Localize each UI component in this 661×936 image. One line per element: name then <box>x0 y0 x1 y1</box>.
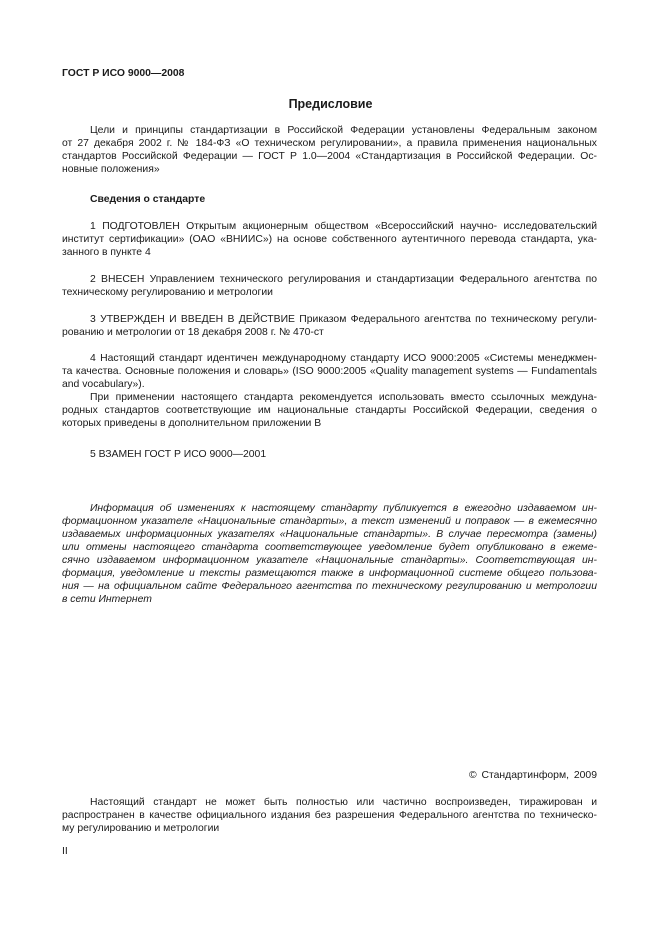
text-line: and vocabulary»). <box>62 379 145 390</box>
document-header: ГОСТ Р ИСО 9000—2008 <box>62 68 185 79</box>
text-line: 2 ВНЕСЕН Управлением технического регулирования и стандартизации Федерального агентства по <box>90 274 597 285</box>
text-line: рованию и метрологии от 18 декабря 2008 г. № 470-ст <box>62 327 324 338</box>
item-1 <box>62 220 597 259</box>
text-line: та качества. Основные положения и словарь» (ISO 9000:2005 «Quality management systems — Fundamentals <box>62 366 597 377</box>
item-5: 5 ВЗАМЕН ГОСТ Р ИСО 9000—2001 <box>90 449 267 460</box>
text-line: родных стандартов соответствующие им национальные стандарты Российской Федерации, сведения о <box>62 405 597 416</box>
text-line: му регулированию и метрологии <box>62 823 220 834</box>
changes-info <box>62 502 597 606</box>
text-line: Информация об изменениях к настоящему стандарту публикуется в ежегодно издаваемом ин- <box>90 503 597 514</box>
text-line: формационном указателе «Национальные стандарты», а текст изменений и поправок — в ежемесячно <box>62 516 597 527</box>
item-4-note <box>62 391 597 430</box>
text-line: или отмены настоящего стандарта соответствующее уведомление будет опубликовано в ежеме- <box>62 542 597 553</box>
text-line: стандартов Российской Федерации — ГОСТ Р 1.0—2004 «Стандартизация в Российской Федерации. Ос- <box>62 151 597 162</box>
text-line: 3 УТВЕРЖДЕН И ВВЕДЕН В ДЕЙСТВИЕ Приказом Федерального агентства по техническому регули- <box>90 314 597 325</box>
text-line: Цели и принципы стандартизации в Российской Федерации установлены Федеральным законом <box>90 125 597 136</box>
page-number: II <box>62 846 68 857</box>
text-line: занного в пункте 4 <box>62 247 151 258</box>
copyright: © Стандартинформ, 2009 <box>468 770 597 781</box>
text-line: сячно издаваемом информационном указателе «Национальные стандарты». Соответствующая ин- <box>62 555 597 566</box>
item-3 <box>62 313 597 339</box>
reproduction-notice <box>62 796 597 835</box>
text-line: Настоящий стандарт не может быть полностью или частично воспроизведен, тиражирован и <box>90 797 597 808</box>
text-line: При применении настоящего стандарта рекомендуется использовать вместо ссылочных междуна- <box>90 392 597 403</box>
text-line: от 27 декабря 2002 г. № 184-ФЗ «О техническом регулировании», а правила применения национальных <box>62 138 597 149</box>
text-line: техническому регулированию и метрологии <box>62 287 273 298</box>
text-line: формация, уведомление и тексты размещаются также в информационной системе общего пользова- <box>62 568 597 579</box>
text-line: ния — на официальном сайте Федерального агентства по техническому регулированию и метрологии <box>62 581 597 592</box>
item-2 <box>62 273 597 299</box>
info-heading: Сведения о стандарте <box>90 194 206 205</box>
text-line: в сети Интернет <box>62 594 152 605</box>
text-line: новные положения» <box>62 164 160 175</box>
text-line: 4 Настоящий стандарт идентичен международному стандарту ИСО 9000:2005 «Системы менеджмен- <box>90 353 597 364</box>
item-4 <box>62 352 597 391</box>
text-line: распространен в качестве официального издания без разрешения Федерального агентства по техническо- <box>62 810 597 821</box>
intro-paragraph <box>62 124 597 176</box>
text-line: которых приведены в дополнительном приложении В <box>62 418 322 429</box>
text-line: издаваемых информационных указателях «Национальные стандарты». В случае пересмотра (замены) <box>62 529 597 540</box>
text-line: институт сертификации» (ОАО «ВНИИС») на основе собственного аутентичного перевода стандарта, ука- <box>62 234 597 245</box>
text-line: 1 ПОДГОТОВЛЕН Открытым акционерным обществом «Всероссийский научно- исследовательский <box>90 221 597 232</box>
page-title: Предисловие <box>288 97 373 111</box>
